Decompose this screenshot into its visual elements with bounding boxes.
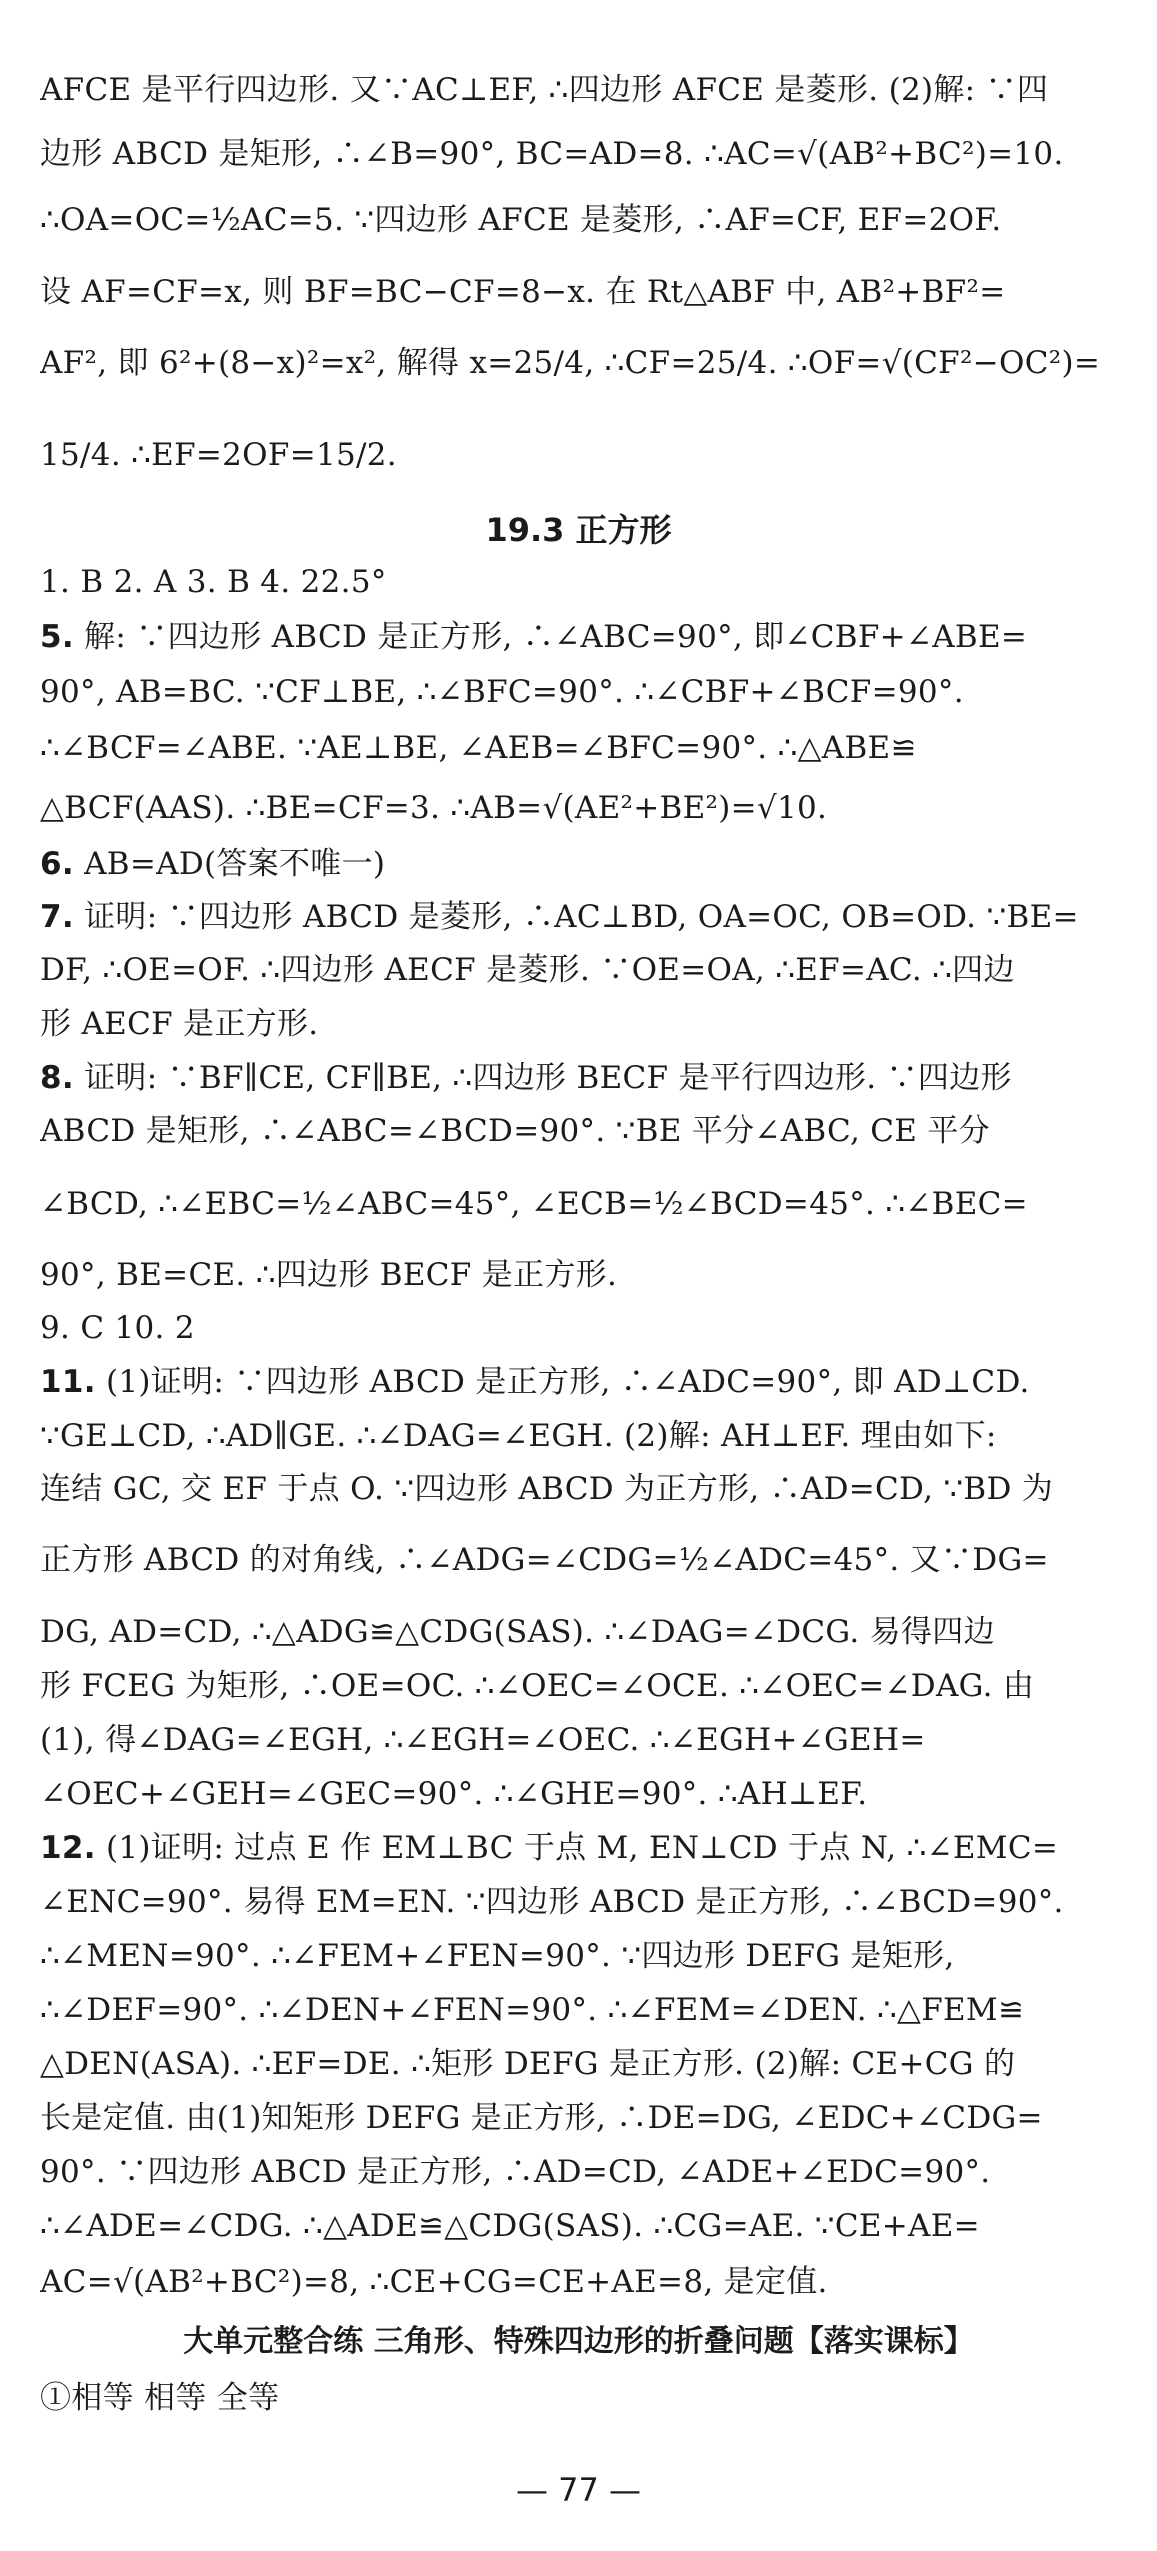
answer-line: 5. 解: ∵四边形 ABCD 是正方形, ∴∠ABC=90°, 即∠CBF+∠ABE= bbox=[40, 619, 1028, 655]
text-line: AF², 即 6²+(8−x)²=x², 解得 x=25/4, ∴CF=25/4. ∴OF=√(CF²−OC²)= bbox=[40, 345, 1101, 381]
answer-line: 12. (1)证明: 过点 E 作 EM⊥BC 于点 M, EN⊥CD 于点 N, ∴∠EMC= bbox=[40, 1830, 1059, 1866]
unit-section-title: 大单元整合练 三角形、特殊四边形的折叠问题【落实课标】 bbox=[183, 2324, 974, 2359]
text-line: ∠BCD, ∴∠EBC=½∠ABC=45°, ∠ECB=½∠BCD=45°. ∴∠BEC= bbox=[40, 1186, 1028, 1222]
text-line: ∴∠ADE=∠CDG. ∴△ADE≌△CDG(SAS). ∴CG=AE. ∵CE+AE= bbox=[40, 2208, 980, 2244]
text-line: 15/4. ∴EF=2OF=15/2. bbox=[40, 437, 397, 473]
text-line: ABCD 是矩形, ∴∠ABC=∠BCD=90°. ∵BE 平分∠ABC, CE 平分 bbox=[40, 1113, 990, 1149]
text-line: ∴∠MEN=90°. ∴∠FEM+∠FEN=90°. ∵四边形 DEFG 是矩形, bbox=[40, 1938, 955, 1974]
text-line: AC=√(AB²+BC²)=8, ∴CE+CG=CE+AE=8, 是定值. bbox=[40, 2264, 828, 2300]
text-line: 连结 GC, 交 EF 于点 O. ∵四边形 ABCD 为正方形, ∴AD=CD, ∵BD 为 bbox=[40, 1471, 1054, 1507]
text-line: ∠ENC=90°. 易得 EM=EN. ∵四边形 ABCD 是正方形, ∴∠BCD=90°. bbox=[40, 1884, 1064, 1920]
answer-line: 1. B 2. A 3. B 4. 22.5° bbox=[40, 564, 387, 600]
text-line: 形 FCEG 为矩形, ∴OE=OC. ∴∠OEC=∠OCE. ∴∠OEC=∠DAG. 由 bbox=[40, 1668, 1035, 1704]
answer-line: 6. AB=AD(答案不唯一) bbox=[40, 846, 386, 882]
answer-line: 7. 证明: ∵四边形 ABCD 是菱形, ∴AC⊥BD, OA=OC, OB=OD. ∵BE= bbox=[40, 899, 1079, 935]
answer-line: ①相等 相等 全等 bbox=[40, 2380, 280, 2416]
text-line: DF, ∴OE=OF. ∴四边形 AECF 是菱形. ∵OE=OA, ∴EF=AC. ∴四边 bbox=[40, 952, 1015, 988]
text-line: 90°. ∵四边形 ABCD 是正方形, ∴AD=CD, ∠ADE+∠EDC=90°. bbox=[40, 2154, 991, 2190]
text-line: 正方形 ABCD 的对角线, ∴∠ADG=∠CDG=½∠ADC=45°. 又∵DG= bbox=[40, 1542, 1049, 1578]
text-line: ∴∠BCF=∠ABE. ∵AE⊥BE, ∠AEB=∠BFC=90°. ∴△ABE≌ bbox=[40, 730, 917, 766]
text-line: 边形 ABCD 是矩形, ∴∠B=90°, BC=AD=8. ∴AC=√(AB²+BC²)=10. bbox=[40, 136, 1064, 172]
text-line: AFCE 是平行四边形. 又∵AC⊥EF, ∴四边形 AFCE 是菱形. (2)解: ∵四 bbox=[40, 72, 1049, 108]
text-line: (1), 得∠DAG=∠EGH, ∴∠EGH=∠OEC. ∴∠EGH+∠GEH= bbox=[40, 1722, 926, 1758]
text-line: 形 AECF 是正方形. bbox=[40, 1006, 319, 1042]
answer-line: 8. 证明: ∵BF∥CE, CF∥BE, ∴四边形 BECF 是平行四边形. ∵四边形 bbox=[40, 1060, 1012, 1096]
text-line: ∵GE⊥CD, ∴AD∥GE. ∴∠DAG=∠EGH. (2)解: AH⊥EF. 理由如下: bbox=[40, 1418, 997, 1454]
section-heading: 19.3 正方形 bbox=[485, 511, 672, 549]
text-line: 90°, AB=BC. ∵CF⊥BE, ∴∠BFC=90°. ∴∠CBF+∠BCF=90°. bbox=[40, 674, 964, 710]
text-line: ∴∠DEF=90°. ∴∠DEN+∠FEN=90°. ∴∠FEM=∠DEN. ∴△FEM≌ bbox=[40, 1992, 1025, 2028]
text-line: DG, AD=CD, ∴△ADG≌△CDG(SAS). ∴∠DAG=∠DCG. 易得四边 bbox=[40, 1614, 995, 1650]
text-line: ∴OA=OC=½AC=5. ∵四边形 AFCE 是菱形, ∴AF=CF, EF=2OF. bbox=[40, 202, 1002, 238]
page-number: — 77 — bbox=[515, 2471, 642, 2509]
text-line: 90°, BE=CE. ∴四边形 BECF 是正方形. bbox=[40, 1257, 618, 1293]
text-line: △DEN(ASA). ∴EF=DE. ∴矩形 DEFG 是正方形. (2)解: CE+CG 的 bbox=[40, 2046, 1016, 2082]
answer-line: 11. (1)证明: ∵四边形 ABCD 是正方形, ∴∠ADC=90°, 即 AD⊥CD. bbox=[40, 1364, 1030, 1400]
text-line: 长是定值. 由(1)知矩形 DEFG 是正方形, ∴DE=DG, ∠EDC+∠CDG= bbox=[40, 2100, 1043, 2136]
text-line: 设 AF=CF=x, 则 BF=BC−CF=8−x. 在 Rt△ABF 中, AB²+BF²= bbox=[40, 274, 1006, 310]
answer-line: 9. C 10. 2 bbox=[40, 1310, 195, 1346]
text-line: ∠OEC+∠GEH=∠GEC=90°. ∴∠GHE=90°. ∴AH⊥EF. bbox=[40, 1776, 868, 1812]
text-line: △BCF(AAS). ∴BE=CF=3. ∴AB=√(AE²+BE²)=√10. bbox=[40, 790, 828, 826]
